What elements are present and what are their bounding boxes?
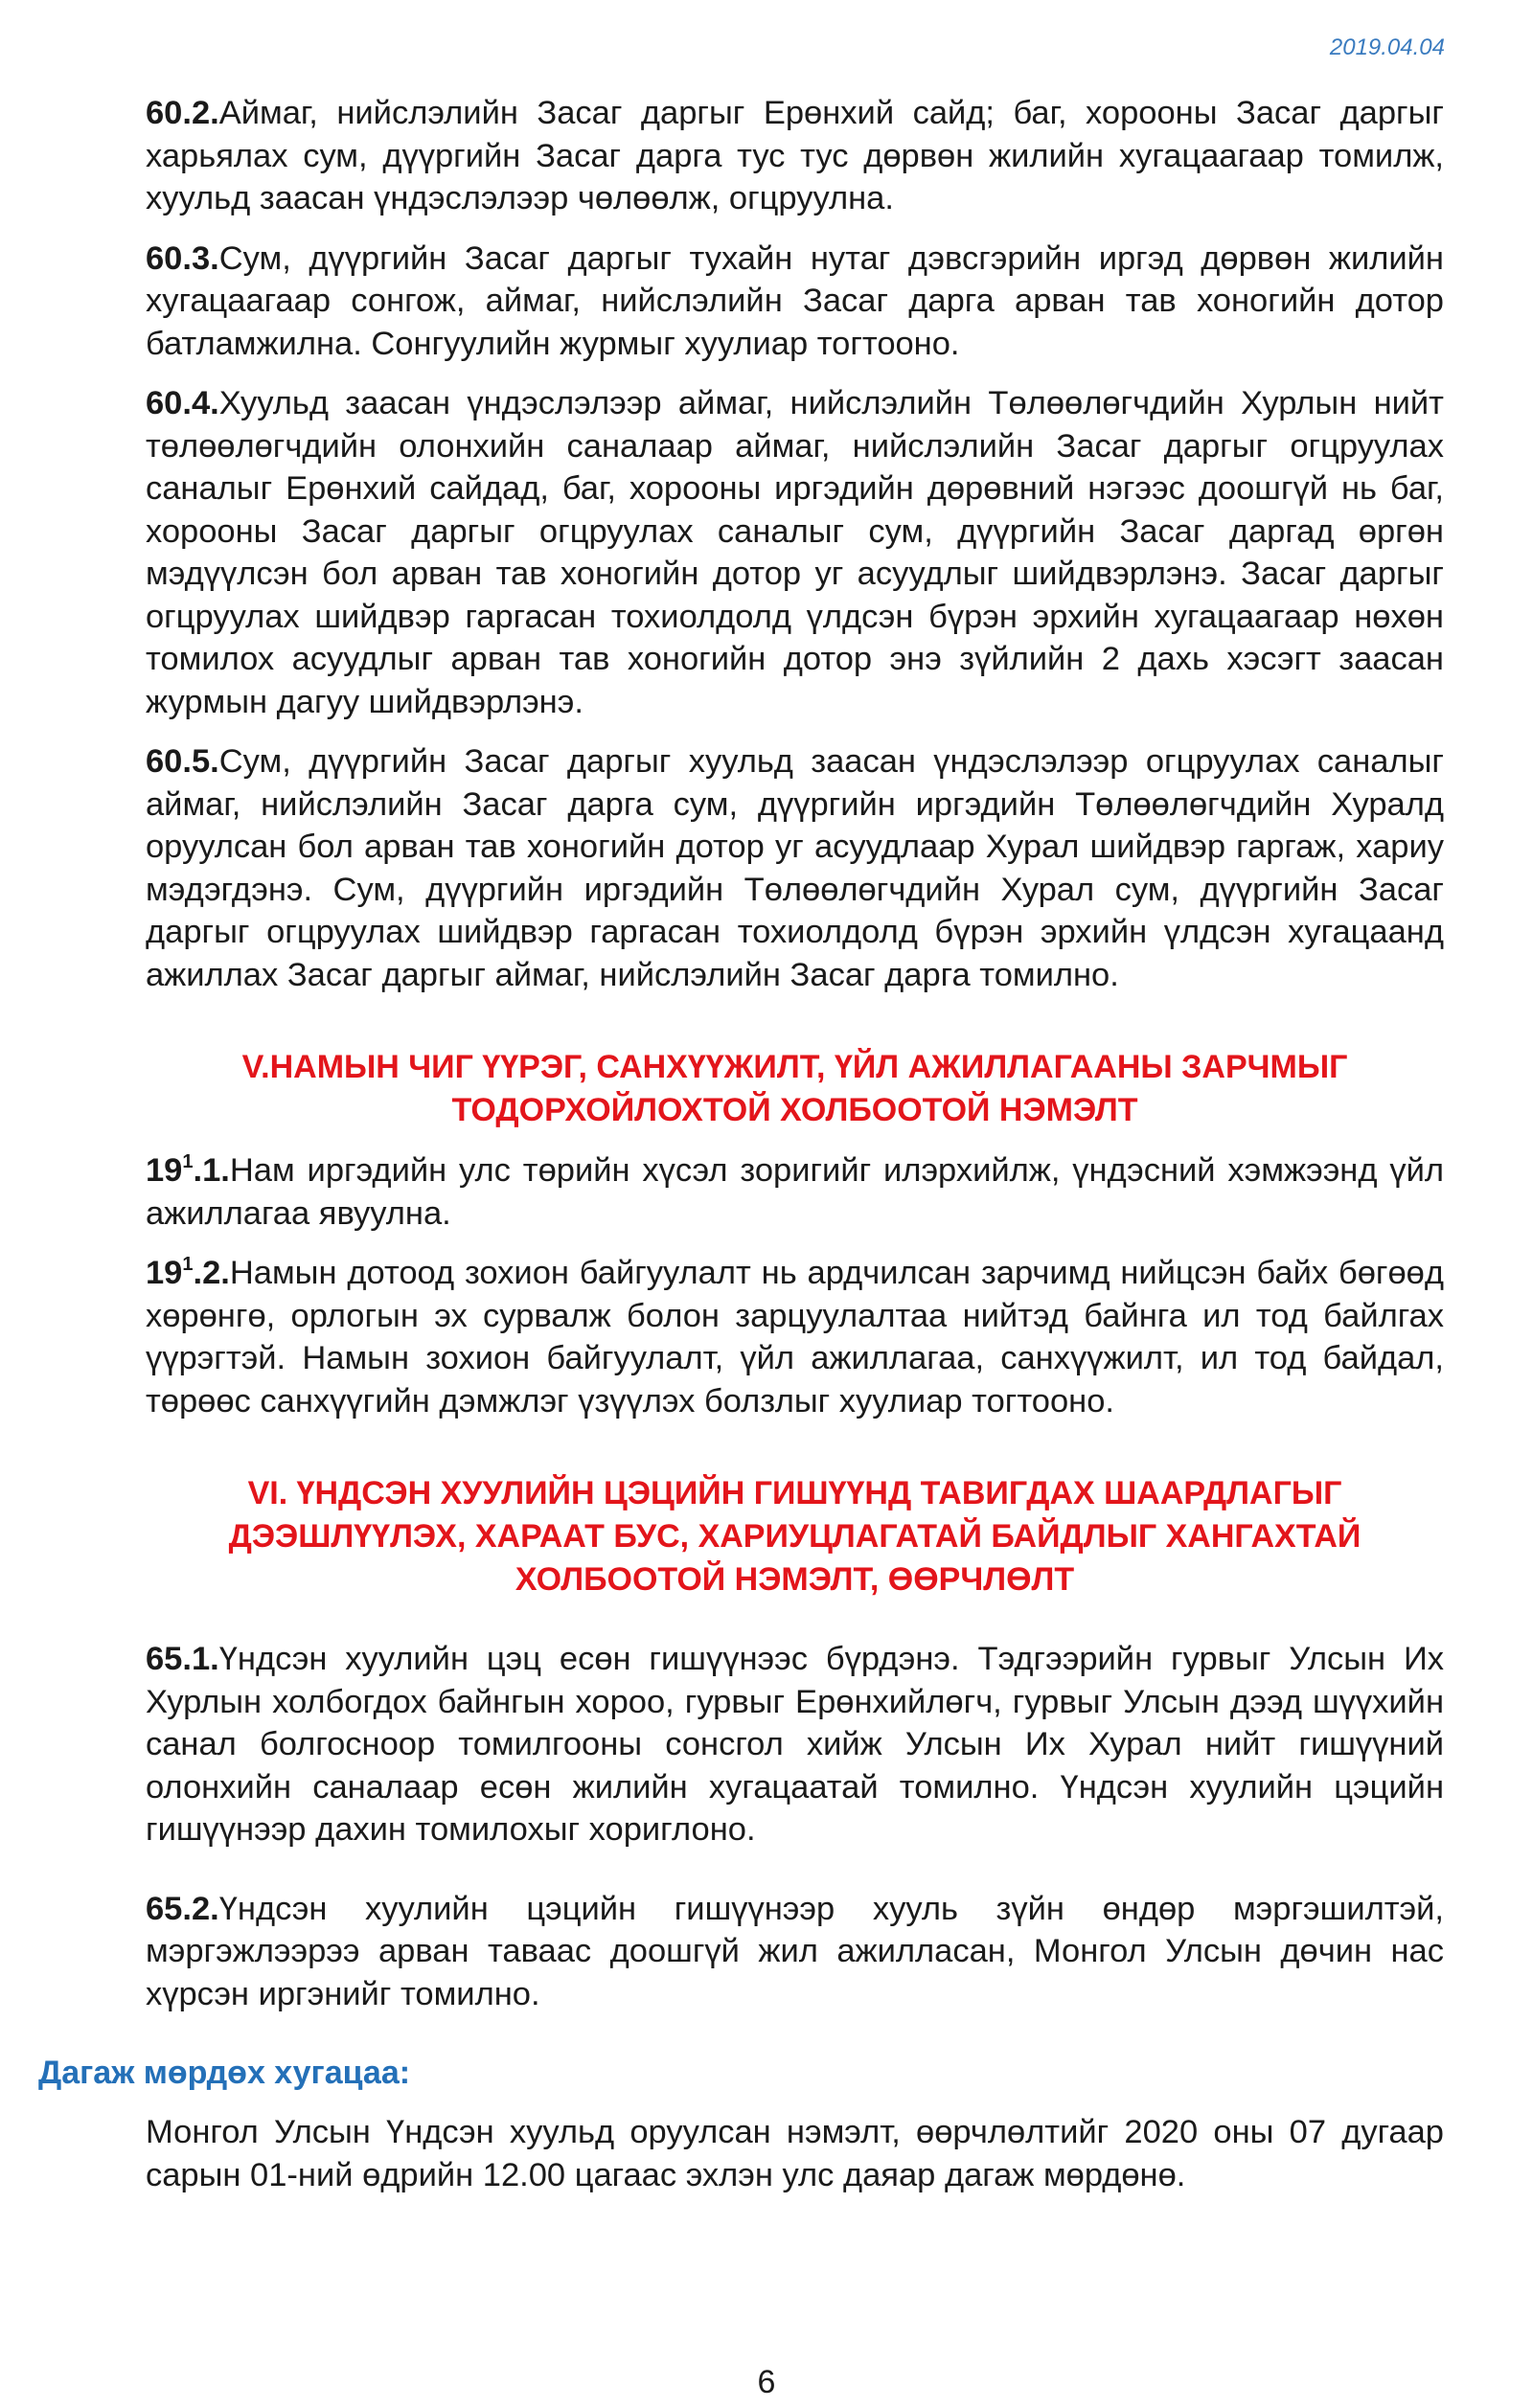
article-60-4	[146, 382, 1444, 723]
article-19-1-2	[146, 1252, 1444, 1422]
heading-line: ТОДОРХОЙЛОХТОЙ ХОЛБООТОЙ НЭМЭЛТ	[451, 1092, 1138, 1128]
article-number: $19^1.2$.	[146, 1253, 230, 1291]
article-number: 60.4.	[146, 385, 219, 421]
section-heading-vi	[107, 1472, 1482, 1602]
document-date: 2019.04.04	[1329, 34, 1445, 60]
heading-line: ДЭЭШЛҮҮЛЭХ, ХАРААТ БУС, ХАРИУЦЛАГАТАЙ БАЙДЛЫГ ХАНГАХТАЙ	[228, 1518, 1361, 1555]
article-text: Намын дотоод зохион байгуулалт нь ардчилсан зарчимд нийцсэн байх бөгөөд хөрөнгө, орлогын эх сурвалж болон зарцуулалтаа нийтэд байнга ил тод байлгах үүрэгтэй. Намын зохион байгуулалт, үйл ажиллагаа, санхүүжилт, ил тод байдал, төрөөс санхүүгийн дэмжлэг үзүүлэх болзлыг хуулиар тогтооно.	[146, 1255, 1444, 1420]
section-heading-v	[107, 1046, 1482, 1132]
article-number: 60.2.	[146, 95, 219, 131]
heading-line: VI. ҮНДСЭН ХУУЛИЙН ЦЭЦИЙН ГИШҮҮНД ТАВИГДАХ ШААРДЛАГЫГ	[247, 1475, 1342, 1511]
article-number: 60.3.	[146, 239, 219, 277]
article-number: 65.1.	[146, 1641, 219, 1677]
effective-date-heading: Дагаж мөрдөх хугацаа:	[38, 2055, 411, 2091]
article-text: Үндсэн хуулийн цэцийн гишүүнээр хууль зүйн өндөр мэргэшилтэй, мэргэжлээрээ арван таваас доошгүй жил ажилласан, Монгол Улсын дөчин нас хүрсэн иргэнийг томилно.	[146, 1890, 1444, 2012]
article-text: Аймаг, нийслэлийн Засаг даргыг Ерөнхий сайд; баг, хорооны Засаг даргыг харьялах сум, дүүргийн Засаг дарга тус тус дөрвөн жилийн хугацаагаар томилж, хуульд заасан үндэслэлээр чөлөөлж, огцруулна.	[146, 95, 1444, 216]
article-text: Нам иргэдийн улс төрийн хүсэл зоригийг илэрхийлж, үндэсний хэмжээнд үйл ажиллагаа явуулна.	[146, 1152, 1444, 1232]
article-65-2	[146, 1888, 1444, 2016]
article-text: Хуульд заасан үндэслэлээр аймаг, нийслэлийн Төлөөлөгчдийн Хурлын нийт төлөөлөгчдийн олонхийн саналаар аймаг, нийслэлийн Засаг даргыг огцруулах саналыг Ерөнхий сайдад, баг, хорооны иргэдийн дөрөвний нэгээс доошгүй нь баг, хорооны Засаг даргыг огцруулах саналыг сум, дүүргийн Засаг даргад өргөн мэдүүлсэн бол арван тав хоногийн дотор уг асуудлыг шийдвэрлэнэ. Засаг даргыг огцруулах шийдвэр гаргасан тохиолдолд үлдсэн бүрэн эрхийн хугацаагаар нөхөн томилох асуудлыг арван тав хоногийн дотор энэ зүйлийн 2 дахь хэсэгт заасан журмын дагуу шийдвэрлэнэ.	[146, 385, 1444, 720]
article-60-5	[146, 740, 1444, 996]
heading-line: ХОЛБООТОЙ НЭМЭЛТ, ӨӨРЧЛӨЛТ	[515, 1561, 1075, 1598]
article-text: Сум, дүүргийн Засаг даргыг хуульд заасан үндэслэлээр огцруулах саналыг аймаг, нийслэлийн Засаг дарга сум, дүүргийн иргэдийн Төлөөлөгчдийн Хуралд оруулсан бол арван тав хоногийн дотор уг асуудлаар Хурал шийдвэр гаргаж, хариу мэдэгдэнэ. Сум, дүүргийн иргэдийн Төлөөлөгчдийн Хурал сум, дүүргийн Засаг даргыг огцруулах шийдвэр гаргасан тохиолдолд бүрэн эрхийн үлдсэн хугацаанд ажиллах Засаг даргыг аймаг, нийслэлийн Засаг дарга томилно.	[146, 743, 1444, 993]
article-60-2	[146, 92, 1444, 220]
heading-line: V.НАМЫН ЧИГ ҮҮРЭГ, САНХҮҮЖИЛТ, ҮЙЛ АЖИЛЛАГААНЫ ЗАРЧМЫГ	[241, 1049, 1348, 1085]
article-65-1	[146, 1638, 1444, 1851]
effective-date-text: Монгол Улсын Үндсэн хуульд оруулсан нэмэлт, өөрчлөлтийг 2020 оны 07 дугаар сарын 01-ний өдрийн 12.00 цагаас эхлэн улс даяар дагаж мөрдөнө.	[146, 2114, 1444, 2193]
article-number: 65.2.	[146, 1890, 219, 1927]
article-number: $19^1.1$.	[146, 1150, 230, 1189]
article-text: Үндсэн хуулийн цэц есөн гишүүнээс бүрдэнэ. Тэдгээрийн гурвыг Улсын Их Хурлын холбогдох байнгын хороо, гурвыг Ерөнхийлөгч, гурвыг Улсын дээд шүүхийн санал болгосноор томилгооны сонсгол хийж Улсын Их Хурал нийт гишүүний олонхийн саналаар есөн жилийн хугацаатай томилно. Үндсэн хуулийн цэцийн гишүүнээр дахин томилохыг хориглоно.	[146, 1641, 1444, 1848]
article-19-1-1	[146, 1149, 1444, 1235]
article-text: Сум, дүүргийн Засаг даргыг тухайн нутаг дэвсгэрийн иргэд дөрвөн жилийн хугацаагаар сонгож, аймаг, нийслэлийн Засаг дарга арван тав хоногийн дотор батламжилна. Сонгуулийн журмыг хуулиар тогтооно.	[146, 239, 1444, 362]
page-number: 6	[757, 2364, 776, 2400]
document-body	[38, 92, 1444, 2196]
article-60-3	[146, 238, 1444, 366]
article-number: 60.5.	[146, 743, 219, 780]
